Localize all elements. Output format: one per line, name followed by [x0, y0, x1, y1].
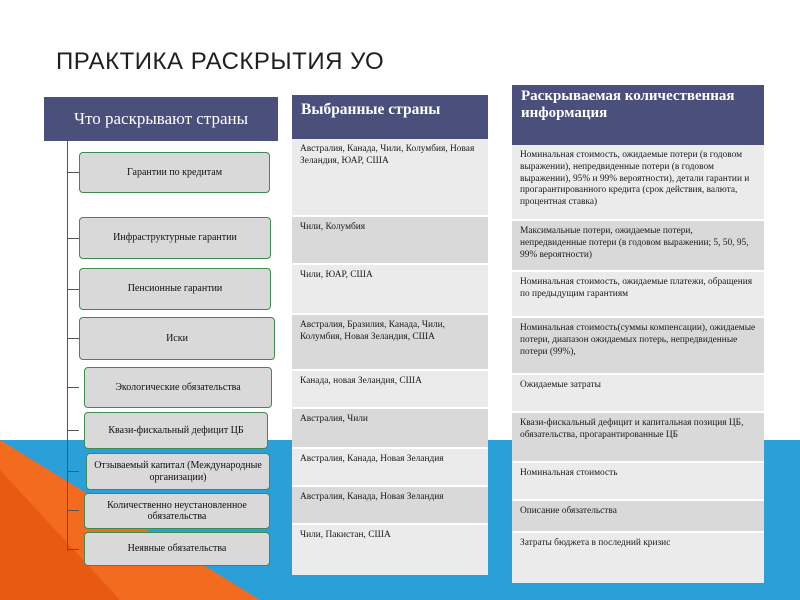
hierarchy-root: Что раскрывают страны [44, 97, 278, 141]
countries-row: Австралия, Бразилия, Канада, Чили, Колумбия, Новая Зеландия, США [292, 315, 488, 371]
hierarchy-branch [67, 172, 79, 173]
info-row: Квази-фискальный дефицит и капитальная позиция ЦБ, обязательства, прогарантированные ЦБ [512, 413, 764, 463]
hierarchy-node-quasi-fiscal-deficit: Квази-фискальный дефицит ЦБ [84, 412, 268, 449]
hierarchy-branch [67, 430, 79, 431]
info-row: Номинальная стоимость [512, 463, 764, 501]
hierarchy-branch [67, 510, 79, 511]
hierarchy-node-environmental-obligations: Экологические обязательства [84, 367, 272, 408]
info-row: Номинальная стоимость, ожидаемые потери (в годовом выражении), непредвиденные потери (в годовом выражении), 95% и 99% вероятности), детали гарантии и прогарантированного кредита (срок действия, валюта, процентная ставка) [512, 145, 764, 221]
info-row: Ожидаемые затраты [512, 375, 764, 413]
countries-row: Канада, новая Зеландия, США [292, 371, 488, 409]
info-row: Номинальная стоимость, ожидаемые платежи, обращения по предыдущим гарантиям [512, 272, 764, 318]
hierarchy-branch [67, 289, 79, 290]
countries-row: Чили, ЮАР, США [292, 265, 488, 315]
info-row: Максимальные потери, ожидаемые потери, непредвиденные потери (в годовом выражении; 5, 50, 95, 99% вероятности) [512, 221, 764, 272]
info-row: Описание обязательства [512, 501, 764, 533]
info-row: Номинальная стоимость(суммы компенсации), ожидаемые потери, диапазон ожидаемых потерь, непредвиденные потери (99%), [512, 318, 764, 375]
hierarchy-connector [67, 141, 68, 551]
hierarchy-branch [67, 338, 79, 339]
countries-row: Чили, Колумбия [292, 217, 488, 265]
hierarchy-branch [67, 387, 79, 388]
info-row: Затраты бюджета в последний кризис [512, 533, 764, 583]
countries-row: Чили, Пакистан, США [292, 525, 488, 575]
hierarchy-node-callable-capital: Отзываемый капитал (Международные организации) [86, 453, 270, 490]
hierarchy-branch [67, 471, 79, 472]
countries-row: Австралия, Чили [292, 409, 488, 449]
hierarchy-node-infrastructure-guarantees: Инфраструктурные гарантии [79, 217, 271, 259]
countries-row: Австралия, Канада, Чили, Колумбия, Новая Зеландия, ЮАР, США [292, 139, 488, 217]
countries-row: Австралия, Канада, Новая Зеландия [292, 487, 488, 525]
hierarchy-branch [67, 238, 79, 239]
hierarchy-branch [67, 549, 79, 550]
hierarchy-node-implicit-obligations: Неявные обязательства [84, 532, 270, 566]
countries-header: Выбранные страны [292, 95, 488, 139]
page-title: ПРАКТИКА РАСКРЫТИЯ УО [56, 48, 385, 75]
countries-column [292, 139, 488, 575]
info-column [512, 145, 764, 583]
hierarchy-node-loan-guarantees: Гарантии по кредитам [79, 152, 270, 193]
hierarchy-node-unquantified-obligations: Количественно неустановленное обязательства [84, 493, 270, 529]
info-header: Раскрываемая количественная информация [512, 85, 764, 145]
hierarchy-node-lawsuits: Иски [79, 317, 275, 360]
countries-row: Австралия, Канада, Новая Зеландия [292, 449, 488, 487]
hierarchy-node-pension-guarantees: Пенсионные гарантии [79, 268, 271, 310]
